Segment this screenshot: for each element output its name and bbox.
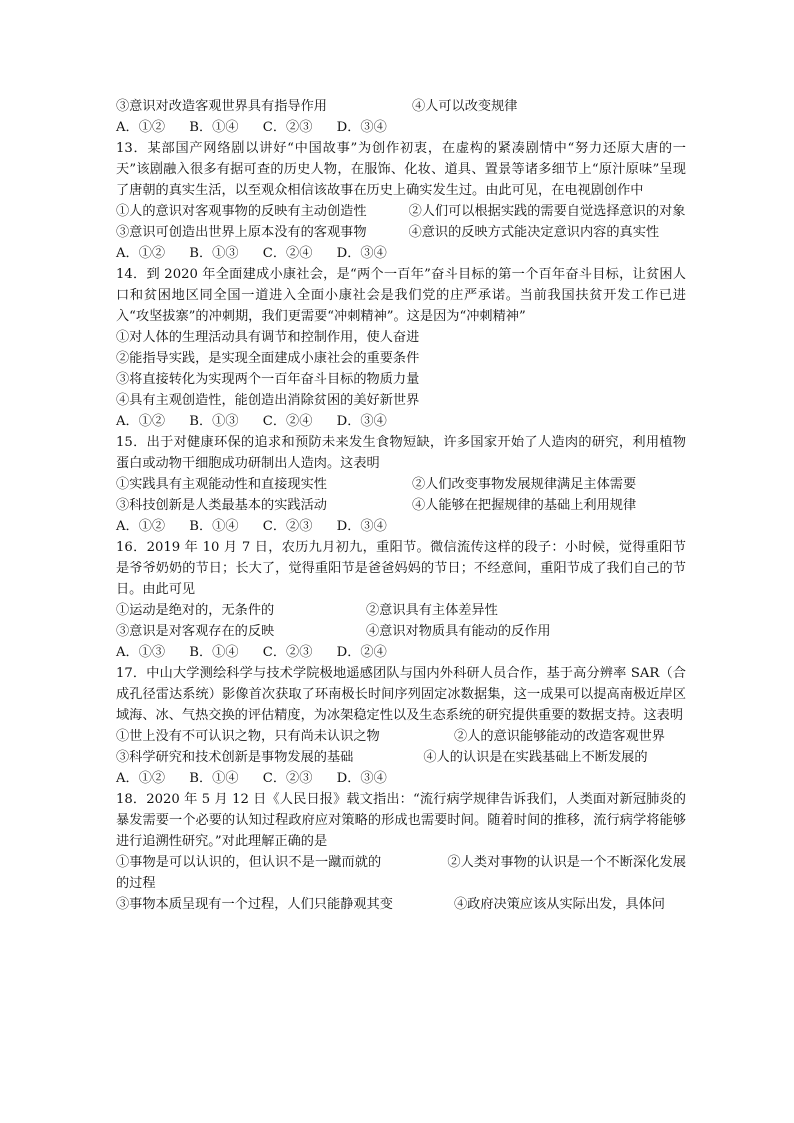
q13-option-a[interactable]: A．①② — [116, 246, 166, 261]
q17-choice-3: ③科学研究和技术创新是事物发展的基础 — [116, 750, 354, 765]
q15-choice-1: ①实践具有主观能动性和直接现实性 — [116, 477, 327, 492]
q16-options — [116, 642, 686, 663]
q18-choice-3: ③事物本质呈现有一个过程，人们只能静观其变 — [116, 897, 393, 912]
exam-page — [116, 96, 686, 915]
q13-option-c[interactable]: C．②④ — [262, 246, 313, 261]
q17-stem: 17．中山大学测绘科学与技术学院极地遥感团队与国内外科研人员合作，基于高分辨率 SAR（合成孔径雷达系统）影像首次获取了环南极长时间序列固定冰数据集，这一成果可以提高南极近岸区域海、冰、气热交换的评估精度，为冰架稳定性以及生态系统的研究提供重要的数据支持。这表明 — [116, 666, 686, 723]
q16-choice-row-1 — [116, 600, 686, 621]
q13-choice-3: ③意识可创造出世界上原本没有的客观事物 — [116, 225, 367, 240]
q13-choice-1: ①人的意识对客观事物的反映有主动创造性 — [116, 204, 367, 219]
q17-option-c[interactable]: C．②③ — [262, 771, 313, 786]
q15-choice-row-2 — [116, 495, 686, 516]
q15-option-a[interactable]: A．①② — [116, 519, 166, 534]
q15-choice-4: ④人能够在把握规律的基础上利用规律 — [412, 498, 637, 513]
q13-option-d[interactable]: D．③④ — [336, 246, 387, 261]
q16-choice-row-2 — [116, 621, 686, 642]
q13-choice-row-1 — [116, 201, 686, 222]
q18-choice-2: ②人类对事物的认识是一个不断深化发展的过程 — [116, 855, 687, 891]
q17-choice-2: ②人的意识能够能动的改造客观世界 — [454, 729, 665, 744]
q13-option-b[interactable]: B．①③ — [189, 246, 239, 261]
q12-options — [116, 117, 686, 138]
q14-option-b[interactable]: B．①③ — [189, 414, 239, 429]
q18-choice-4: ④政府决策应该从实际出发，具体问 — [454, 897, 665, 912]
q14-option-d[interactable]: D．③④ — [336, 414, 387, 429]
q17-option-d[interactable]: D．③④ — [336, 771, 387, 786]
q16-option-b[interactable]: B．①④ — [189, 645, 239, 660]
q17-option-b[interactable]: B．①④ — [189, 771, 239, 786]
q15-option-d[interactable]: D．③④ — [336, 519, 387, 534]
q14-choice-4: ④具有主观创造性，能创造出消除贫困的美好新世界 — [116, 393, 420, 408]
q13-choice-4: ④意识的反映方式能决定意识内容的真实性 — [408, 225, 660, 240]
q13-stem: 13．某部国产网络剧以讲好“中国故事”为创作初衷，在虚构的紧凑剧情中“努力还原大唐的一天”该剧融入很多有据可查的历史人物，在服饰、化妆、道具、置景等诸多细节上“原汁原味”呈现了唐朝的真实生活，以至观众相信该故事在历史上确实发生过。由此可见，在电视剧创作中 — [116, 141, 686, 198]
q18-choice-1: ①事物是可以认识的，但认识不是一蹴而就的 — [116, 855, 382, 870]
q15-options — [116, 516, 686, 537]
q14-option-c[interactable]: C．②④ — [262, 414, 313, 429]
q15-choice-row-1 — [116, 474, 686, 495]
q14-choice-2: ②能指导实践，是实现全面建成小康社会的重要条件 — [116, 351, 420, 366]
q15-stem: 15．出于对健康环保的追求和预防未来发生食物短缺，许多国家开始了人造肉的研究，利用植物蛋白或动物干细胞成功研制出人造肉。这表明 — [116, 435, 686, 471]
q18-choice-row-2 — [116, 894, 686, 915]
q16-stem: 16．2019 年 10 月 7 日，农历九月初九，重阳节。微信流传这样的段子：小时候，觉得重阳节是爷爷奶奶的节日；长大了，觉得重阳节是爸爸妈妈的节日；不经意间，重阳节成了我们自己的节日。由此可见 — [116, 540, 686, 597]
q12-choice-row — [116, 96, 686, 117]
q15-choice-2: ②人们改变事物发展规律满足主体需要 — [412, 477, 637, 492]
q13-choice-2: ②人们可以根据实践的需要自觉选择意识的对象 — [408, 204, 686, 219]
q13-options — [116, 243, 686, 264]
q14-choice-1: ①对人体的生理活动具有调节和控制作用，使人奋进 — [116, 330, 420, 345]
q13-choice-row-2 — [116, 222, 686, 243]
q14-choice-3: ③将直接转化为实现两个一百年奋斗目标的物质力量 — [116, 372, 420, 387]
q16-option-c[interactable]: C．②③ — [262, 645, 313, 660]
q14-option-a[interactable]: A．①② — [116, 414, 166, 429]
q16-option-a[interactable]: A．①③ — [116, 645, 166, 660]
q17-option-a[interactable]: A．①② — [116, 771, 166, 786]
q18-choice-row-1 — [116, 852, 686, 894]
q18-stem: 18．2020 年 5 月 12 日《人民日报》载文指出：“流行病学规律告诉我们，人类面对新冠肺炎的暴发需要一个必要的认知过程政府应对策略的形成也需要时间。随着时间的推移，流行病学将能够进行追溯性研究。”对此理解正确的是 — [116, 792, 686, 849]
q14-options — [116, 411, 686, 432]
q14-stem: 14．到 2020 年全面建成小康社会，是“两个一百年”奋斗目标的第一个百年奋斗目标，让贫困人口和贫困地区同全国一道进入全面小康社会是我们党的庄严承诺。当前我国扶贫开发工作已进入“攻坚拔寨”的冲刺期，我们更需要“冲刺精神”。这是因为“冲刺精神” — [116, 267, 686, 324]
q12-option-a[interactable]: A．①② — [116, 120, 166, 135]
q17-choice-row-1 — [116, 726, 686, 747]
q12-option-d[interactable]: D．③④ — [336, 120, 387, 135]
q15-choice-3: ③科技创新是人类最基本的实践活动 — [116, 498, 327, 513]
q15-option-c[interactable]: C．②③ — [262, 519, 313, 534]
q17-choice-1: ①世上没有不可认识之物，只有尚未认识之物 — [116, 729, 380, 744]
q16-choice-3: ③意识是对客观存在的反映 — [116, 624, 275, 639]
q17-choice-4: ④人的认识是在实践基础上不断发展的 — [423, 750, 648, 765]
q12-choice-3: ③意识对改造客观世界具有指导作用 — [116, 99, 327, 114]
q15-option-b[interactable]: B．①④ — [189, 519, 239, 534]
q16-choice-1: ①运动是绝对的，无条件的 — [116, 603, 275, 618]
q16-choice-2: ②意识具有主体差异性 — [366, 603, 498, 618]
q17-options — [116, 768, 686, 789]
q16-option-d[interactable]: D．②④ — [336, 645, 387, 660]
q17-choice-row-2 — [116, 747, 686, 768]
q12-choice-4: ④人可以改变规律 — [412, 99, 518, 114]
q12-option-c[interactable]: C．②③ — [262, 120, 313, 135]
q12-option-b[interactable]: B．①④ — [189, 120, 239, 135]
q16-choice-4: ④意识对物质具有能动的反作用 — [366, 624, 551, 639]
